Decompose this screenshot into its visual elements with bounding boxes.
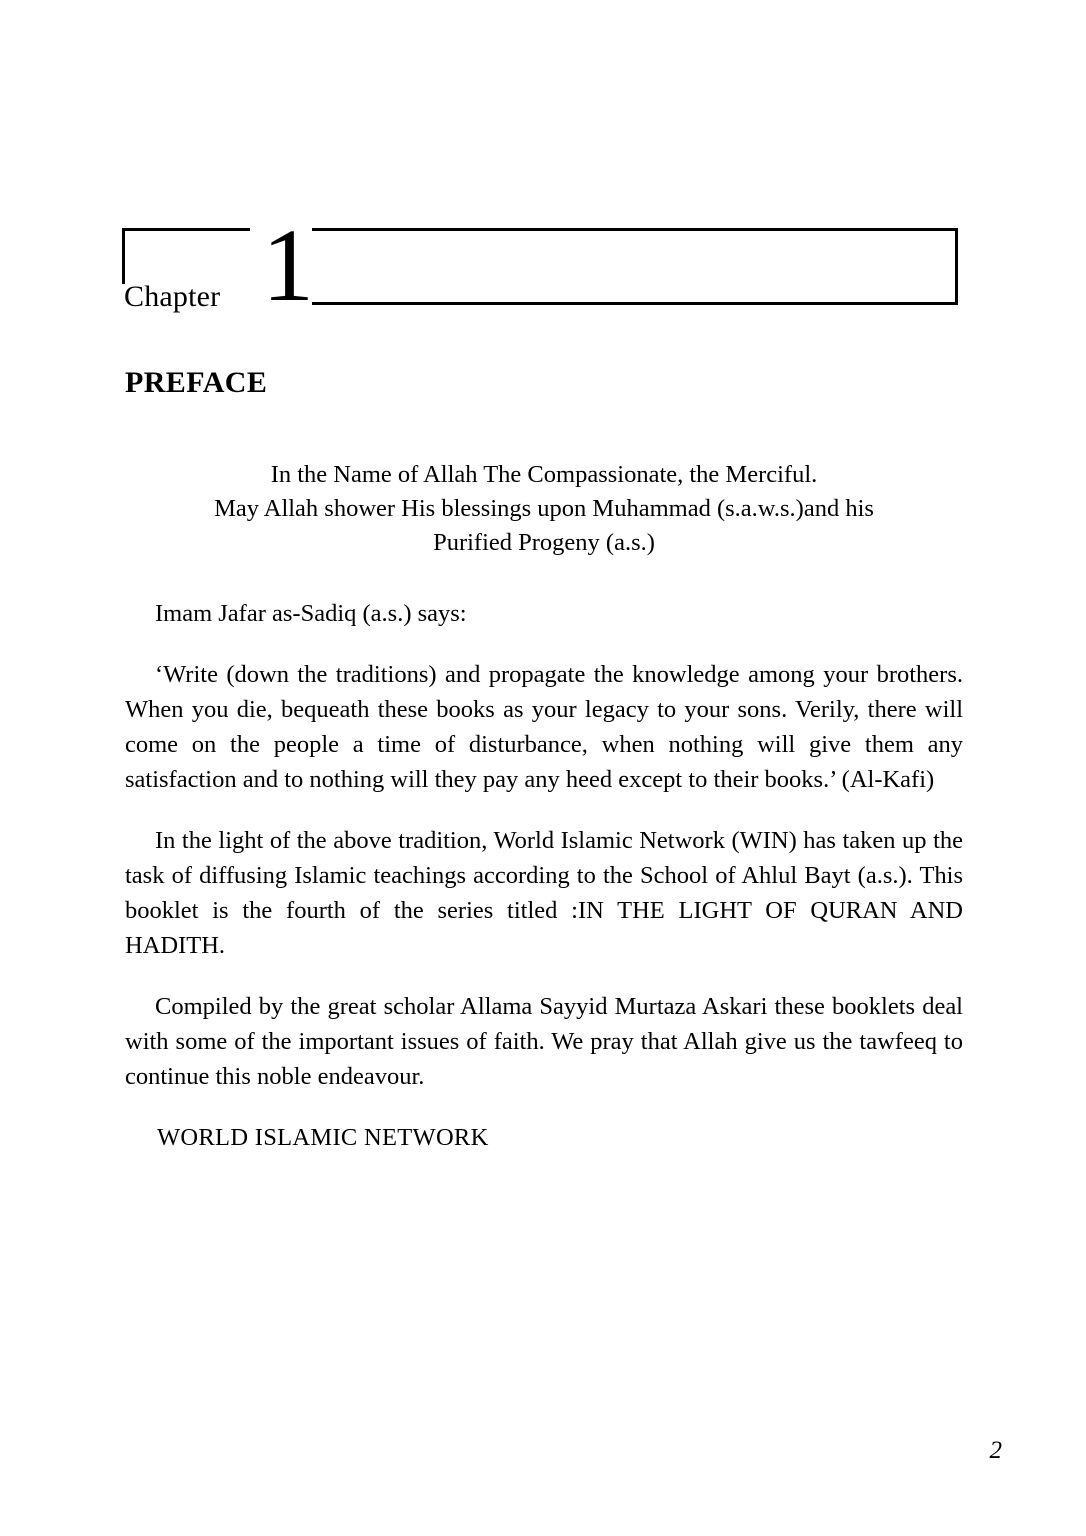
- invocation-line-1: In the Name of Allah The Compassionate, the Merciful.: [270, 461, 818, 488]
- paragraph-compiler-note: Compiled by the great scholar Allama Sayyid Murtaza Askari these booklets deal with some of the important issues of faith. We pray that Allah give us the tawfeeq to continue this noble endeavour.: [125, 993, 963, 1090]
- invocation-line-3: Purified Progeny (a.s.): [433, 529, 655, 556]
- page-title: PREFACE: [125, 366, 268, 399]
- page-number: 2: [989, 1437, 1002, 1464]
- paragraph-win-introduction: In the light of the above tradition, World Islamic Network (WIN) has taken up the task of diffusing Islamic teachings according to the School of Ahlul Bayt (a.s.). This booklet is the fourth of the series titled :IN THE LIGHT OF QURAN AND HADITH.: [125, 827, 963, 959]
- attribution-line: Imam Jafar as-Sadiq (a.s.) says:: [155, 600, 467, 627]
- chapter-horizontal-rule: [122, 228, 250, 231]
- chapter-rule-box: [312, 228, 958, 305]
- body-content: [125, 458, 963, 1155]
- chapter-header: [122, 208, 962, 323]
- chapter-vertical-rule: [122, 228, 125, 284]
- chapter-number: 1: [262, 208, 314, 323]
- invocation-block: [125, 458, 963, 560]
- signature-line: WORLD ISLAMIC NETWORK: [157, 1124, 489, 1151]
- paragraph-hadith-quote: ‘Write (down the traditions) and propagate the knowledge among your brothers. When you die, bequeath these books as your legacy to your sons. Verily, there will come on the people a time of disturbance, when nothing will give them any satisfaction and to nothing will they pay any heed except to their books.’ (Al-Kafi): [125, 661, 963, 793]
- invocation-line-2: May Allah shower His blessings upon Muhammad (s.a.w.s.)and his: [214, 495, 874, 522]
- chapter-label: Chapter: [124, 280, 221, 313]
